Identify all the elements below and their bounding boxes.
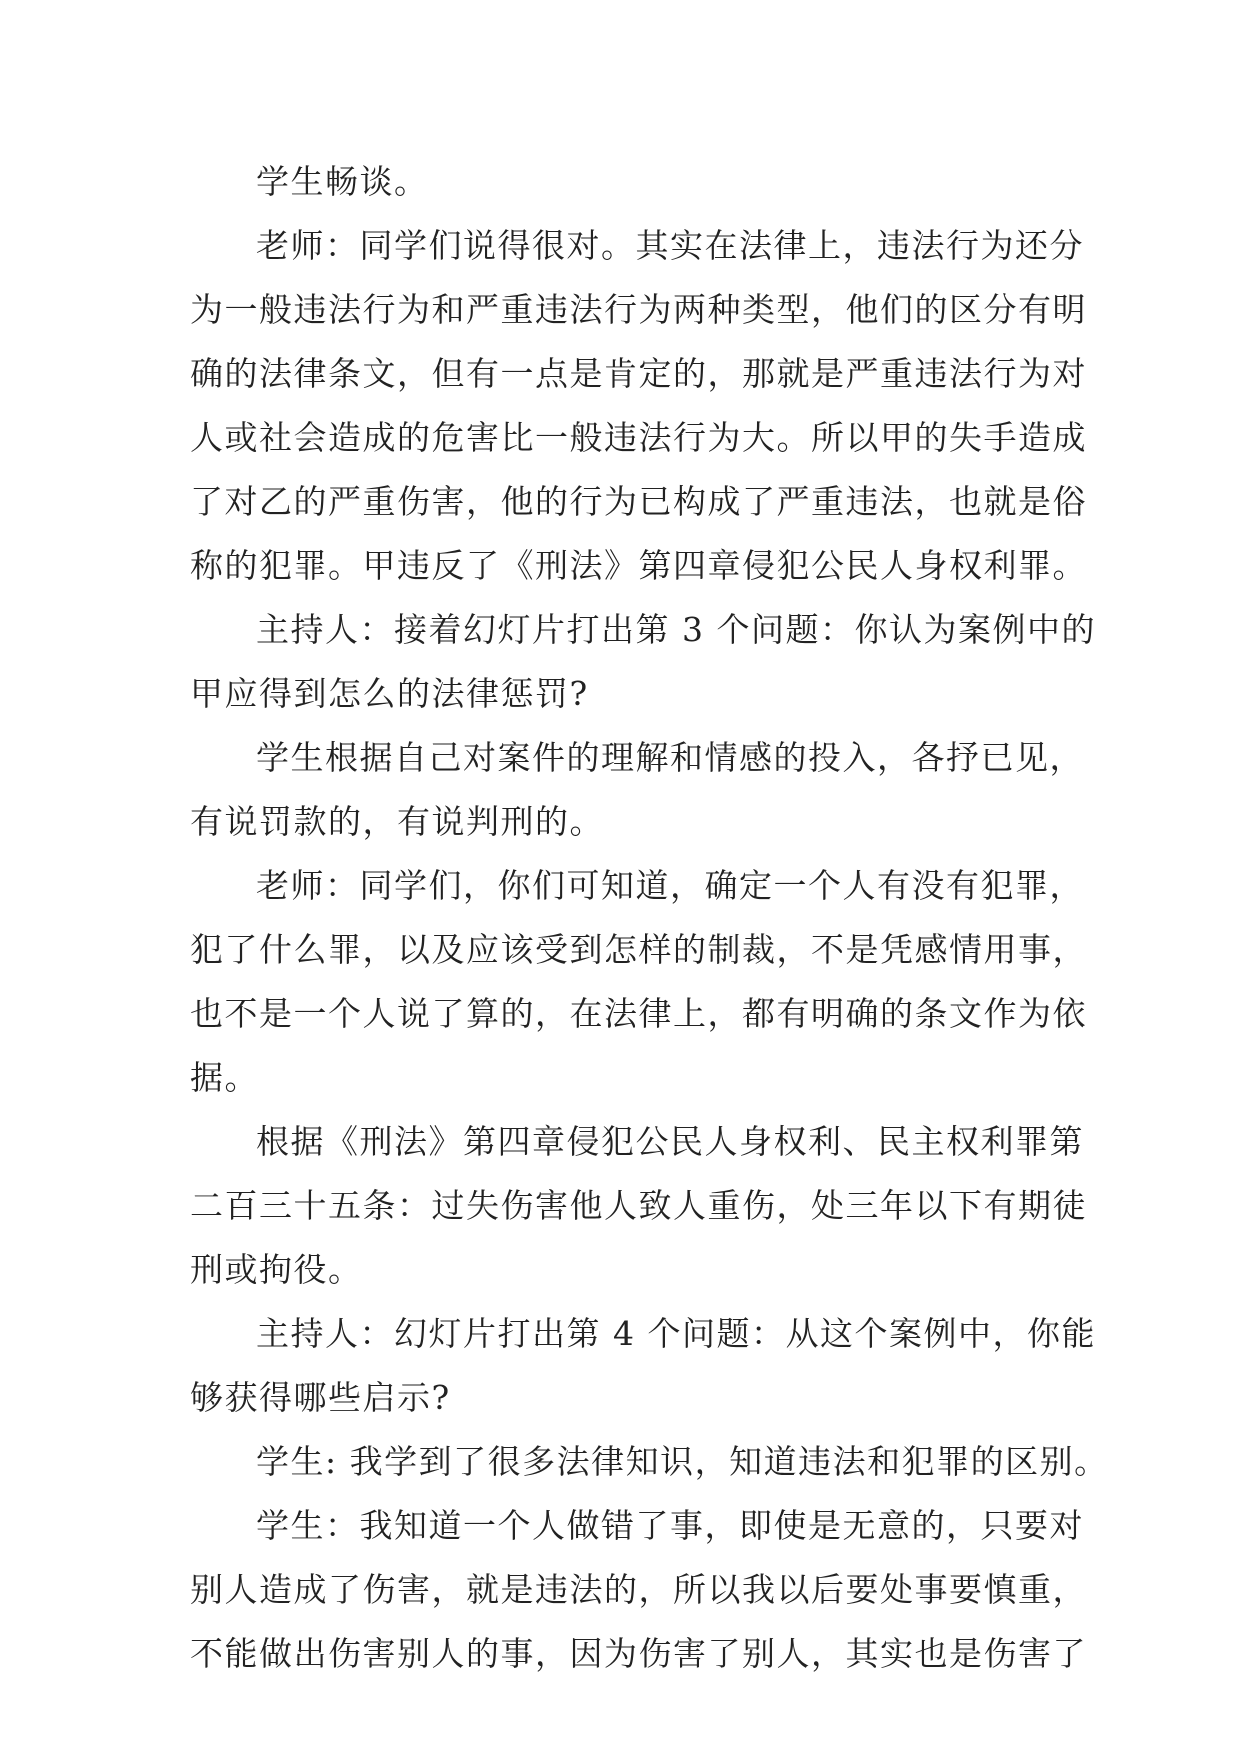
text-line: 有说罚款的，有说判刑的。 <box>190 802 604 841</box>
text-line: 不能做出伤害别人的事，因为伤害了别人，其实也是伤害了 <box>190 1634 1087 1673</box>
document-body <box>190 150 1109 1686</box>
text-line: 也不是一个人说了算的，在法律上，都有明确的条文作为依 <box>190 994 1087 1033</box>
text-line: 学生: 我学到了很多法律知识，知道违法和犯罪的区别。 <box>256 1442 1109 1481</box>
text-line: 了对乙的严重伤害，他的行为已构成了严重违法，也就是俗 <box>190 482 1087 521</box>
text-line: 学生畅谈。 <box>256 162 429 201</box>
text-line: 根据《刑法》第四章侵犯公民人身权利、民主权利罪第 <box>256 1122 1084 1161</box>
text-line: 二百三十五条：过失伤害他人致人重伤，处三年以下有期徒 <box>190 1186 1087 1225</box>
text-line: 人或社会造成的危害比一般违法行为大。所以甲的失手造成 <box>190 418 1087 457</box>
text-line: 学生根据自己对案件的理解和情感的投入，各抒已见， <box>256 738 1084 777</box>
text-line: 刑或拘役。 <box>190 1250 363 1289</box>
text-line: 主持人：接着幻灯片打出第 3 个问题：你认为案例中的 <box>256 610 1096 649</box>
text-line: 学生：我知道一个人做错了事，即使是无意的，只要对 <box>256 1506 1084 1545</box>
text-line: 据。 <box>190 1058 259 1097</box>
text-line: 老师：同学们，你们可知道，确定一个人有没有犯罪， <box>256 866 1084 905</box>
text-line: 够获得哪些启示? <box>190 1378 451 1417</box>
text-line: 为一般违法行为和严重违法行为两种类型，他们的区分有明 <box>190 290 1087 329</box>
text-line: 确的法律条文，但有一点是肯定的，那就是严重违法行为对 <box>190 354 1087 393</box>
text-line: 别人造成了伤害，就是违法的，所以我以后要处事要慎重， <box>190 1570 1087 1609</box>
text-line: 老师：同学们说得很对。其实在法律上，违法行为还分 <box>256 226 1084 265</box>
text-line: 甲应得到怎么的法律惩罚? <box>190 674 589 713</box>
text-line: 主持人：幻灯片打出第 4 个问题：从这个案例中，你能 <box>256 1314 1096 1353</box>
text-line: 称的犯罪。甲违反了《刑法》第四章侵犯公民人身权利罪。 <box>190 546 1087 585</box>
text-line: 犯了什么罪，以及应该受到怎样的制裁，不是凭感情用事， <box>190 930 1087 969</box>
